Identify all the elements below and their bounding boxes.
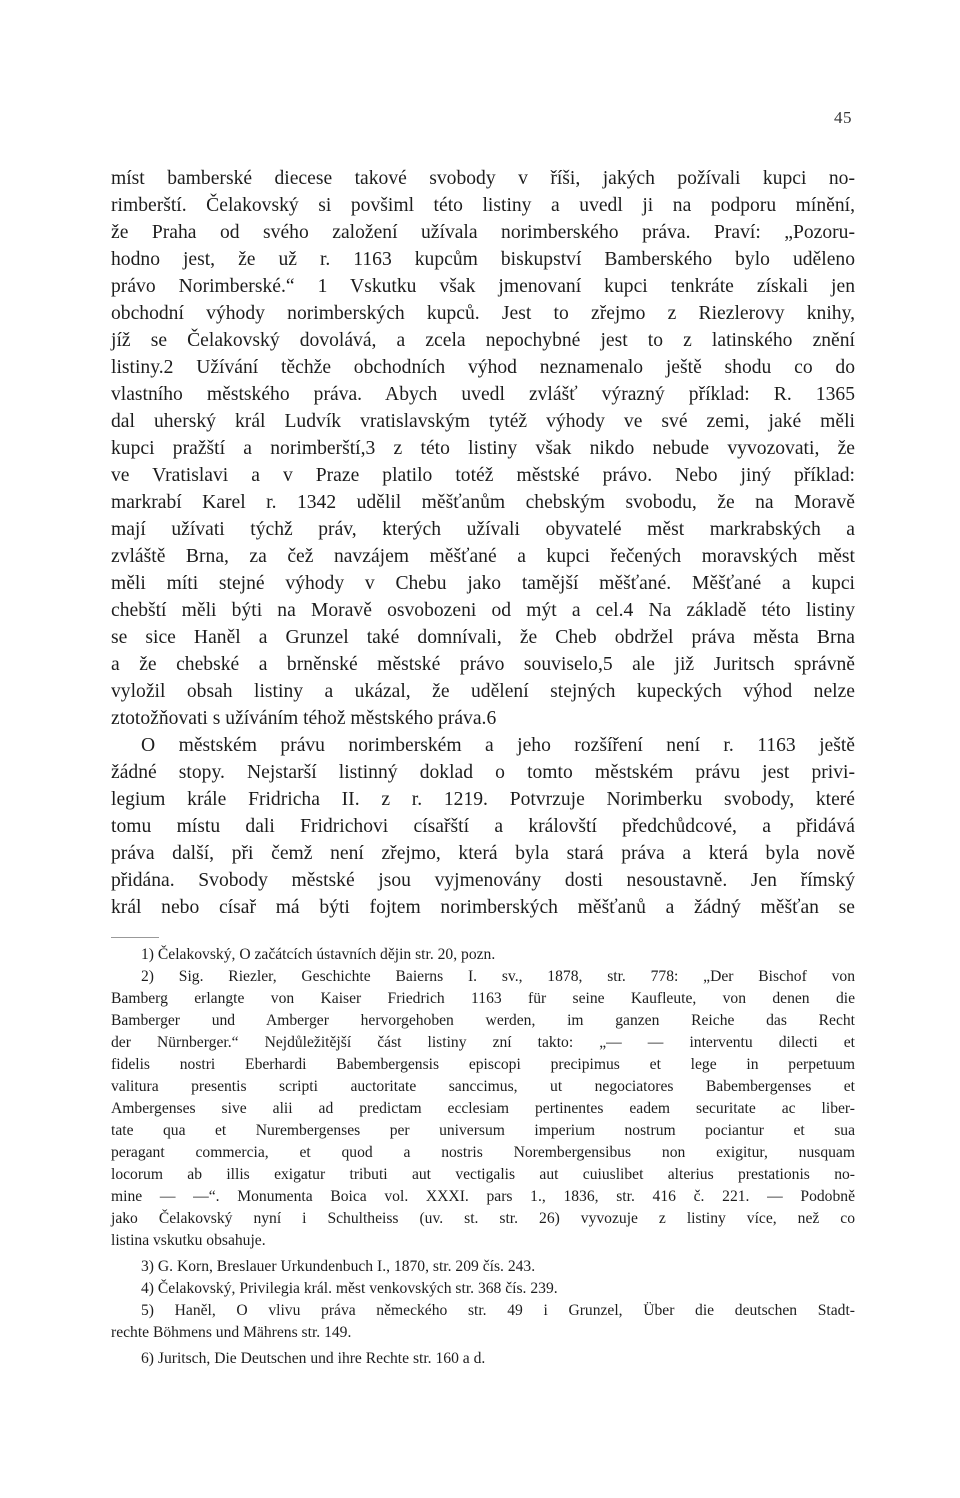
body-line: práva další, při čemž není zřejmo, která byla stará práva a která byla nově [111, 843, 855, 864]
body-line: přidána. Svobody městské jsou vyjmenovány dosti nesoustavně. Jen římský [111, 870, 855, 891]
body-line: mají užívati týchž práv, kterých užívali obyvatelé měst markrabských a [111, 519, 855, 540]
body-line: se sice Haněl a Grunzel také domnívali, že Cheb obdržel práva města Brna [111, 627, 855, 648]
footnote-line: 4) Čelakovský, Privilegia král. měst venkovských str. 368 čís. 239. [141, 1280, 558, 1297]
body-line: ztotožňovati s užíváním téhož městského práva.6 [111, 708, 497, 729]
body-line: míst bamberské diecese takové svobody v říši, jakých požívali kupci no- [111, 168, 855, 189]
body-line: obchodní výhody norimberských kupců. Jest to zřejmo z Riezlerovy knihy, [111, 303, 855, 324]
body-line: právo Norimberské.“ 1 Vskutku však jmenovaní kupci tenkráte získali jen [111, 276, 855, 297]
footnote-line: mine — —“. Monumenta Boica vol. XXXI. pars 1., 1836, str. 416 č. 221. — Podobně [111, 1188, 855, 1205]
body-line: listiny.2 Užívání těchže obchodních výhod neznamenalo ještě shodu co do [111, 357, 855, 378]
footnote-line: 2) Sig. Riezler, Geschichte Baierns I. sv., 1878, str. 778: „Der Bischof von [141, 968, 855, 985]
body-line: vyložil obsah listiny a ukázal, že udělení stejných kupeckých výhod nelze [111, 681, 855, 702]
footnote-line: jako Čelakovský nyní i Schultheiss (uv. st. str. 26) vyvozuje z listiny více, než co [111, 1210, 855, 1227]
body-line: rimberští. Čelakovský si povšiml této listiny a uvedl ji na podporu mínění, [111, 195, 855, 216]
body-line: a že chebské a brněnské městské právo souviselo,5 ale již Juritsch správně [111, 654, 855, 675]
body-line: jíž se Čelakovský dovolává, a zcela nepochybné jest to z latinského znění [111, 330, 855, 351]
footnote-line: listina vskutku obsahuje. [111, 1232, 266, 1249]
footnote-line: Ambergenses sive alii ad predictam ecclesiam pertinentes eadem securitate ac liber- [111, 1100, 855, 1117]
footnote-line: Bamberg erlangte von Kaiser Friedrich 1163 für seine Kaufleute, von denen die [111, 990, 855, 1007]
body-line: legium krále Fridricha II. z r. 1219. Potvrzuje Norimberku svobody, které [111, 789, 855, 810]
footnote-line: valitura presentis scripti auctoritate sanccimus, ut negociatores Babembergenses et [111, 1078, 855, 1095]
footnote-line: peragant commercia, et quod a nostris Norembergensibus non exigitur, nusquam [111, 1144, 855, 1161]
footnote-line: Bamberger und Amberger hervorgehoben werden, im ganzen Reiche das Recht [111, 1012, 855, 1029]
body-line: žádné stopy. Nejstarší listinný doklad o tomto městském právu jest privi- [111, 762, 855, 783]
body-line: markrabí Karel r. 1342 udělil měšťanům chebským svobodu, že na Moravě [111, 492, 855, 513]
body-line: kupci pražští a norimberští,3 z této listiny však nikdo nebude vyvozovati, že [111, 438, 855, 459]
page-number: 45 [834, 108, 852, 127]
footnote-divider [111, 937, 159, 938]
body-line: O městském právu norimberském a jeho rozšíření není r. 1163 ještě [141, 735, 855, 756]
footnote-line: fidelis nostri Eberhardi Babembergensis episcopi precipimus et lege in perpetuum [111, 1056, 855, 1073]
body-line: že Praha od svého založení užívala norimberského práva. Praví: „Pozoru- [111, 222, 855, 243]
footnote-line: 3) G. Korn, Breslauer Urkundenbuch I., 1870, str. 209 čís. 243. [141, 1258, 536, 1275]
body-line: chebští měli býti na Moravě osvobozeni od mýt a cel.4 Na základě této listiny [111, 600, 855, 621]
footnote-line: 1) Čelakovský, O začátcích ústavních dějin str. 20, pozn. [141, 946, 496, 963]
footnote-line: der Nürnberger.“ Nejdůležitější část listiny zní takto: „— — interventu dilecti et [111, 1034, 855, 1051]
body-line: dal uherský král Ludvík vratislavským tytéž výhody ve své zemi, jaké měli [111, 411, 855, 432]
body-line: vlastního městského práva. Abych uvedl zvlášť výrazný příklad: R. 1365 [111, 384, 855, 405]
body-line: zvláště Brna, za čež navzájem měšťané a kupci řečených moravských měst [111, 546, 855, 567]
footnote-line: tate qua et Nurembergenses per universum imperium nostrum pociantur et sua [111, 1122, 855, 1139]
body-line: tomu místu dali Fridrichovi císařští a královští předchůdcové, a přidává [111, 816, 855, 837]
body-line: král nebo císař má býti fojtem norimberských měšťanů a žádný měšťan se [111, 897, 855, 918]
footnote-line: 6) Juritsch, Die Deutschen und ihre Rechte str. 160 a d. [141, 1350, 486, 1367]
body-line: hodno jest, že už r. 1163 kupcům biskupství Bamberského bylo uděleno [111, 249, 855, 270]
footnote-line: rechte Böhmens und Mährens str. 149. [111, 1324, 352, 1341]
footnote-line: locorum ab illis exigatur tributi aut vectigalis aut cuiuslibet alterius prestationis no- [111, 1166, 855, 1183]
body-line: měli míti stejné výhody v Chebu jako tamější měšťané. Měšťané a kupci [111, 573, 855, 594]
body-line: ve Vratislavi a v Praze platilo totéž městské právo. Nebo jiný příklad: [111, 465, 855, 486]
footnote-line: 5) Haněl, O vlivu práva německého str. 49 i Grunzel, Über die deutschen Stadt- [141, 1302, 855, 1319]
